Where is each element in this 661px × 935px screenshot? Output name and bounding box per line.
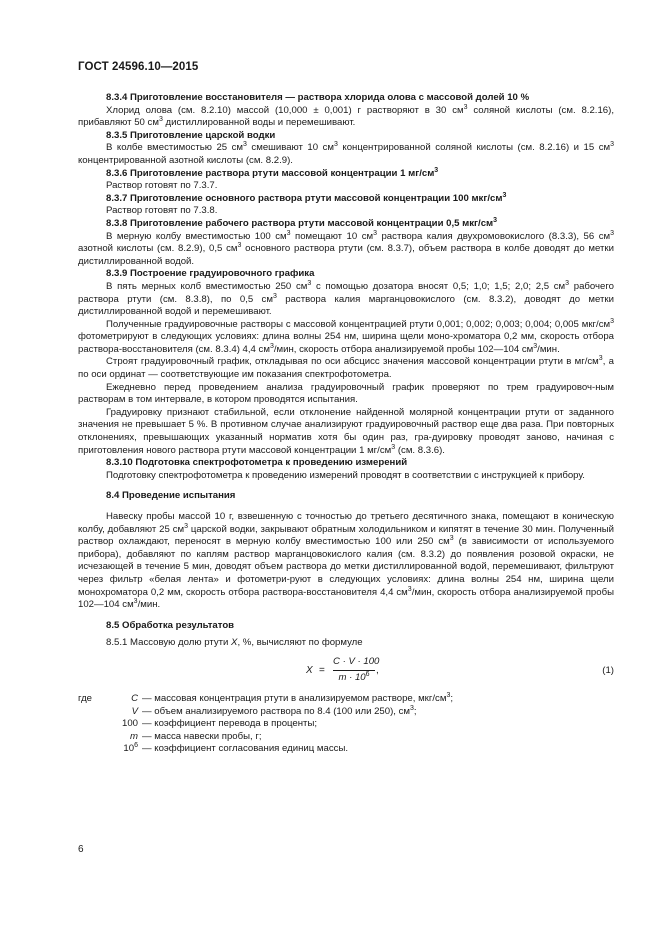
formula-fraction xyxy=(333,655,380,684)
formula-lhs: X xyxy=(306,664,313,676)
paragraph: Раствор готовят по 7.3.7. xyxy=(106,180,218,192)
section-heading: 8.4 Проведение испытания xyxy=(106,490,236,502)
section-heading: 8.3.8 Приготовление рабочего раствора ртути массовой концентрации 0,5 мкг/$см^3$ xyxy=(106,216,498,229)
paragraph: В колбе вместимостью 25 $см^3$ смешивают 10 $см^3$ концентрированной соляной кислоты (см. 8.2.16) и 15 $см^3$ концентрированной азотной кислоты (см. 8.2.9). xyxy=(78,141,614,166)
document-body xyxy=(78,92,614,756)
legend-symbol: V xyxy=(131,705,138,717)
legend-description: — коэффициент согласования единиц массы. xyxy=(142,743,349,755)
section-heading: 8.3.5 Приготовление царской водки xyxy=(106,129,276,141)
section-heading: 8.3.9 Построение градуировочного графика xyxy=(106,268,315,280)
paragraph: Ежедневно перед проведением анализа градуировочный график проверяют по трем градуировоч-ным растворам в том интервале, в котором проводятся испытания. xyxy=(78,381,614,406)
formula-denominator-base: m · 10 xyxy=(338,671,366,683)
paragraph: Хлорид олова (см. 8.2.10) массой (10,000 ± 0,001) г растворяют в 30 $см^3$ соляной кислоты (см. 8.2.16), прибавляют 50 $см^3$ дистиллированной воды и перемешивают. xyxy=(78,103,614,129)
legend-symbol: m xyxy=(130,730,138,742)
document-header: ГОСТ 24596.10—2015 xyxy=(78,61,199,73)
legend-symbol: $10^6$ xyxy=(123,742,138,755)
section-heading: 8.3.4 Приготовление восстановителя — раствора хлорида олова с массовой долей 10 % xyxy=(106,92,530,103)
paragraph: В мерную колбу вместимостью 100 $см^3$ помещают 10 $см^3$ раствора калия двухромовокислого (8.3.3), 56 $см^3$ азотной кислоты (см. 8.2.9), 0,5 $см^3$ основного раствора ртути (см. 8.3.7), объем раствора в колбе доводят до метки дистиллированной водой. xyxy=(78,229,614,267)
formula-comma: , xyxy=(376,664,379,676)
section-heading: 8.3.6 Приготовление раствора ртути массовой концентрации 1 $мг/см^3$ xyxy=(106,166,439,179)
paragraph: Строят градуировочный график, откладывая по оси абсцисс значения массовой концентрации ртути в $мг/см^3$, а по оси ординат — соответствующие им показания спектрофотометра. xyxy=(78,355,615,381)
formula-denominator-exponent: 6 xyxy=(365,670,370,678)
paragraph: Полученные градуировочные растворы с массовой концентрацией ртути 0,001; 0,002; 0,003; 0,004; 0,005 мкг/$см^3$ фотометрируют в следующих условиях: длина волны 254 нм, ширина щели моно-хроматора 0,2 мм, скорость отбора раствора-восстановителя (см. 8.3.4) 4,4 $см^3$/мин, скорость отбора анализируемой пробы 102—104 $см^3$/мин. xyxy=(78,317,614,355)
legend-description: — масса навески пробы, г; xyxy=(142,730,262,742)
paragraph: Раствор готовят по 7.3.8. xyxy=(106,205,218,217)
paragraph: Градуировку признают стабильной, если отклонение найденной молярной концентрации ртути от заданного значения не превышает 5 %. В противном случае анализируют градуировочный раствор еще два раза. При повторных отклонениях, превышающих указанный норматив хотя бы один раз, гра-дуировку проводят заново, начиная с приготовления нового раствора ртути массовой концентрации 1 $мг/см^3$ (см. 8.3.6). xyxy=(78,406,614,456)
legend-row xyxy=(78,731,614,744)
formula-denominator xyxy=(333,671,375,685)
legend-symbol: 100 xyxy=(121,718,138,730)
legend-row xyxy=(78,693,614,706)
paragraph: Навеску пробы массой 10 г, взвешенную с точностью до третьего десятичного знака, помещают в коническую колбу, добавляют 25 $см^3$ царской водки, закрывают обратным холодильником и кипятят в течение 30 мин. Полученный раствор охлаждают, переносят в мерную колбу вместимостью 100 или 250 $см^3$ (в зависимости от используемого прибора), добавляют по каплям раствор марганцовокислого калия (см. 8.3.2) до появления розовой окраски, не исчезающей в течение 5 мин, доводят объем раствора до метки дистиллированной водой, перемешивают, фильтруют через фильтр «белая лента» и фотометри-руют в следующих условиях: длина волны 254 нм, ширина щели монохроматора 0,2 мм, скорость отбора раствора-восстановителя 4,4 $см^3$/мин, скорость отбора анализируемой пробы 102—104 $см^3$/мин. xyxy=(78,511,615,611)
legend-row xyxy=(78,718,614,731)
spacer xyxy=(78,482,614,490)
formula-legend xyxy=(78,693,614,756)
paragraph: 8.5.1 Массовую долю ртути X, %, вычисляют по формуле xyxy=(106,637,363,649)
legend-symbol: C xyxy=(131,692,138,704)
legend-row xyxy=(78,743,614,756)
section-heading: 8.5 Обработка результатов xyxy=(106,619,235,631)
spacer xyxy=(78,612,614,620)
formula-block xyxy=(78,653,614,687)
spacer xyxy=(78,503,614,511)
paragraph: В пять мерных колб вместимостью 250 $см^3$ с помощью дозатора вносят 0,5; 1,0; 1,5; 2,0; 2,5 $см^3$ рабочего раствора ртути (см. 8.3.8), по 0,5 $см^3$ раствора калия марганцовокислого (см. 8.3.2), доводят до метки дистиллированной водой и перемешивают. xyxy=(78,279,615,318)
page-number: 6 xyxy=(78,844,84,855)
formula-equals: = xyxy=(319,664,325,676)
legend-description: — массовая концентрация ртути в анализируемом растворе, мкг/$см^3$; xyxy=(142,691,454,704)
legend-description: — коэффициент перевода в проценты; xyxy=(142,718,318,730)
legend-lead: где xyxy=(78,692,93,704)
text-flow xyxy=(78,92,614,650)
section-heading: 8.3.10 Подготовка спектрофотометра к проведению измерений xyxy=(106,457,408,469)
paragraph: Подготовку спектрофотометра к проведению измерений проводят в соответствии с инструкцией к прибору. xyxy=(106,469,585,481)
legend-description: — объем анализируемого раствора по 8.4 (100 или 250), $см^3$; xyxy=(142,704,417,717)
section-heading: 8.3.7 Приготовление основного раствора ртути массовой концентрации 100 мкг/$см^3$ xyxy=(106,191,507,204)
formula-numerator: C · V · 100 xyxy=(333,656,375,671)
formula-number: (1) xyxy=(602,664,614,676)
legend-row xyxy=(78,706,614,719)
